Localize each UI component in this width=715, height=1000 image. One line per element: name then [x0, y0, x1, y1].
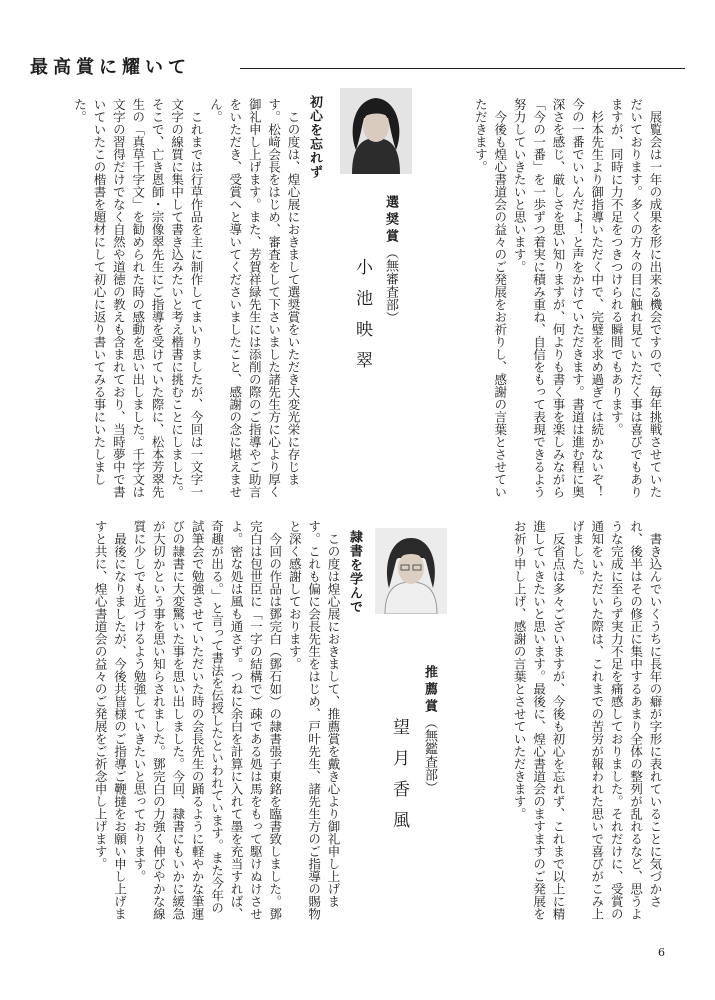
award-department: （無鑑査部） — [422, 716, 437, 794]
page-number: 6 — [658, 946, 665, 959]
award-department: （無審査部） — [383, 246, 398, 324]
paragraph: 書き込んでいくうちに長年の癖が字形に表れていることに気づかされ、後半はその修正に集中するあまり全体の整列が乱れるなど、思うような完成に至らず実力不足を痛感しておりました。それだけに、受賞の通知をいただいた際は、これまでの苦労が報われた思いで喜びがこみ上げました。 — [570, 520, 663, 920]
paragraph: 今後も煌心書道会の益々のご発展をお祈りし、感謝の言葉とさせていただきます。 — [473, 98, 508, 498]
paragraph: 展覧会は一年の成果を形に出来る機会ですので、毎年挑戦させていただいております。多くの方々の目に触れ見ていただく事は喜びでもありますが、同時に力不足をつきつけられる瞬間でもあります。 — [609, 98, 663, 498]
award-block-mochizuki — [420, 665, 439, 794]
portrait-photo-mochizuki — [375, 528, 447, 614]
paragraph: これまでは行草作品を主に制作してまいりましたが、今回は一文字一文字の線質に集中して書き込みたいと考え楷書に挑むことにしました。そこで、亡き恩師・宗像翠先生にご指導を受けていた際に、松本芳翠先生の「真草千字文」を勧められた時の感動を思い出しました。千字文は文字の習得だけでなく自然や道徳の教えも含まれており、当時夢中で書いていたこの楷書を題材にして初心に返り書いてみる事にいたしました。 — [72, 98, 204, 498]
paragraph: 杉本先生より御指導いただく中で、完璧を求め過ぎては続かないぞ！今の一番でいいんだよ！と声をかけていただきます。書道は進む程に奥深さを感じ、厳しさを思い知りますが、何よりも書く事を楽しみながら「今の一番」を一歩ずつ着実に積み重ね、自信をもって表現できるよう努力していきたいと思います。 — [512, 98, 605, 498]
bottom-body-text — [55, 520, 343, 920]
paragraph: 最後になりましたが、今後共皆様のご指導ご鞭撻をお願い申し上げますと共に、煌心書道会の益々のご発展をご祈念申し上げます。 — [93, 520, 128, 920]
person-name-mochizuki: 望月香風 — [389, 718, 409, 842]
person-name-koike: 小池映翠 — [352, 258, 372, 382]
paragraph: この度は、煌心展におきまして選奨賞をいただき大変光栄に存じます。松﨑会長をはじめ、審査をして下さいました諸先生方に心より厚く御礼申し上げます。また、芳賀祥緑先生には添削の際のご指導やご助言をいただき、受賞へと導いてくださいましたこと、感謝の念に堪えません。 — [208, 98, 301, 498]
paragraph: 今回の作品は鄧完白（鄧石如）の隷書張子東銘を臨書致しました。鄧完白は包世臣に「一字の結構で）疎である処は馬をもって駆けぬけさせよ。密な処は風も通さず。つねに余白を計算に入れて墨を充当すれば、奇趣が出る。」と言って書法を伝授したといわれています。また今年の試筆会で勉強させていただいた時の会長先生の踊るように軽やかな筆運びの隷書に大変驚いた事を思い出しました。今回、隷書にもいかに緩急が大切かという事を思い知らされました。鄧完白の力強く伸びやかな線質に少しでも近づけるよう勉強していきたいと思っております。 — [131, 520, 283, 920]
section-kicker-koike: 初心を忘れず — [307, 95, 322, 179]
page-header — [30, 56, 685, 82]
award-block-koike — [381, 195, 400, 324]
portrait-photo-koike — [340, 88, 412, 174]
top-body-text — [55, 98, 303, 498]
section-kicker-mochizuki: 隷書を学んで — [347, 530, 362, 614]
bottom-continued-text — [488, 520, 665, 920]
top-continued-text — [455, 98, 665, 498]
paragraph: 反省点は多々ございますが、今後も初心を忘れず、これまで以上に精進していきたいと思います。最後に、煌心書道会のますますのご発展をお祈り申し上げ、感謝の言葉とさせていただきます。 — [512, 520, 566, 920]
award-name: 推薦賞 — [422, 665, 437, 716]
award-name: 選奨賞 — [383, 195, 398, 246]
paragraph: この度は煌心展におきまして、推薦賞を戴き心より御礼申し上げます。これも偏に会長先生をはじめ、戸叶先生、諸先生方のご指導の賜物と深く感謝しております。 — [287, 520, 341, 920]
header-rule — [240, 68, 685, 69]
page-title: 最高賞に耀いて — [30, 57, 191, 78]
